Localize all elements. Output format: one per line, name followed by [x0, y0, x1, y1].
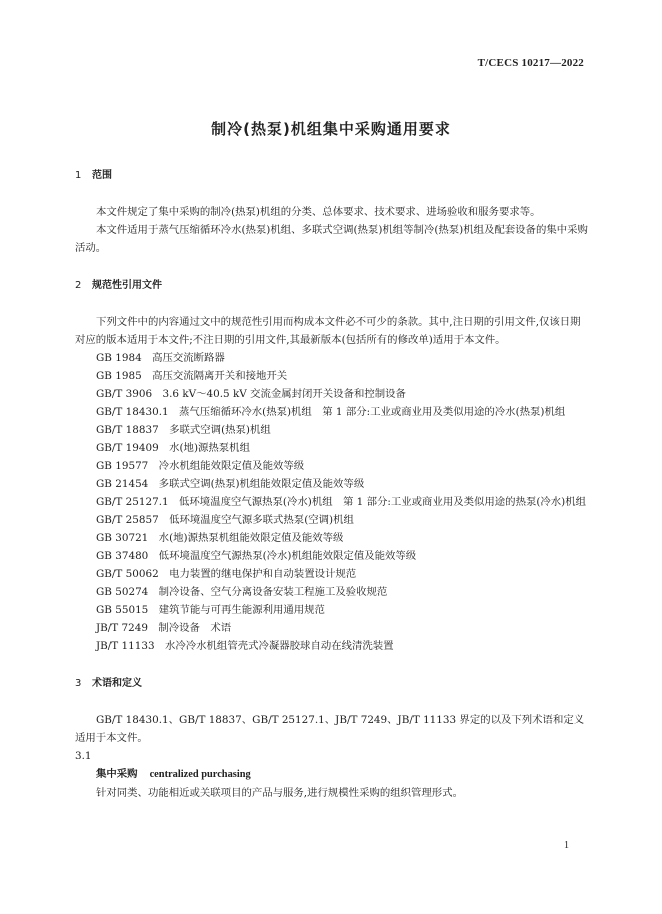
- section-title: 范围: [92, 170, 112, 181]
- reference-item: GB 21454 多联式空调(热泵)机组能效限定值及能效等级: [96, 478, 365, 490]
- section-1-heading: [75, 167, 590, 185]
- term-number: 3.1: [75, 750, 92, 762]
- reference-item: GB/T 19409 水(地)源热泵机组: [96, 442, 250, 454]
- section-2-heading: [75, 277, 590, 295]
- reference-item: GB 55015 建筑节能与可再生能源利用通用规范: [96, 604, 325, 616]
- reference-item: GB/T 3906 3.6 kV～40.5 kV 交流金属封闭开关设备和控制设备: [96, 388, 406, 400]
- term-en: centralized purchasing: [149, 769, 251, 780]
- reference-item: GB/T 50062 电力装置的继电保护和自动装置设计规范: [96, 568, 357, 580]
- reference-item: GB/T 25857 低环境温度空气源多联式热泵(空调)机组: [96, 514, 354, 526]
- reference-item: GB 19577 冷水机组能效限定值及能效等级: [96, 460, 305, 472]
- document-body: [75, 167, 590, 802]
- section-number: 2: [75, 280, 82, 291]
- reference-item: JB/T 7249 制冷设备 术语: [96, 622, 232, 634]
- paragraph: GB/T 18430.1、GB/T 18837、GB/T 25127.1、JB/T 7249、JB/T 11133 界定的以及下列术语和定义适用于本文件。: [75, 714, 585, 744]
- reference-item: JB/T 11133 水冷冷水机组管壳式冷凝器胶球自动在线清洗装置: [96, 640, 394, 652]
- paragraph: 本文件适用于蒸气压缩循环冷水(热泵)机组、多联式空调(热泵)机组等制冷(热泵)机组及配套设备的集中采购活动。: [75, 224, 588, 254]
- reference-item: GB 1985 高压交流隔离开关和接地开关: [96, 370, 288, 382]
- reference-item: GB 30721 水(地)源热泵机组能效限定值及能效等级: [96, 532, 344, 544]
- document-title: 制冷(热泵)机组集中采购通用要求: [211, 120, 451, 138]
- reference-item: GB 1984 高压交流断路器: [96, 352, 225, 364]
- paragraph: 下列文件中的内容通过文中的规范性引用而构成本文件必不可少的条款。其中,注日期的引用文件,仅该日期对应的版本适用于本文件;不注日期的引用文件,其最新版本(包括所有的修改单)适用于本文件。: [75, 316, 581, 346]
- standard-code: T/CECS 10217—2022: [477, 57, 584, 69]
- section-3-heading: [75, 675, 590, 693]
- reference-item: GB 37480 低环境温度空气源热泵(冷水)机组能效限定值及能效等级: [96, 550, 417, 562]
- section-title: 术语和定义: [92, 678, 142, 689]
- section-title: 规范性引用文件: [92, 280, 162, 291]
- reference-item: GB/T 18430.1 蒸气压缩循环冷水(热泵)机组 第 1 部分:工业或商业用及类似用途的冷水(热泵)机组: [96, 406, 566, 418]
- reference-item: GB 50274 制冷设备、空气分离设备安装工程施工及验收规范: [96, 586, 388, 598]
- term-zh: 集中采购: [96, 768, 138, 780]
- section-number: 1: [75, 170, 82, 181]
- reference-item: GB/T 25127.1 低环境温度空气源热泵(冷水)机组 第 1 部分:工业或商业用及类似用途的热泵(冷水)机组: [96, 496, 587, 508]
- reference-item: GB/T 18837 多联式空调(热泵)机组: [96, 424, 271, 436]
- section-number: 3: [75, 678, 82, 689]
- term-heading: [75, 765, 590, 784]
- page-number: 1: [564, 840, 569, 851]
- term-definition: 针对同类、功能相近或关联项目的产品与服务,进行规模性采购的组织管理形式。: [96, 787, 463, 799]
- paragraph: 本文件规定了集中采购的制冷(热泵)机组的分类、总体要求、技术要求、进场验收和服务要求等。: [96, 206, 541, 218]
